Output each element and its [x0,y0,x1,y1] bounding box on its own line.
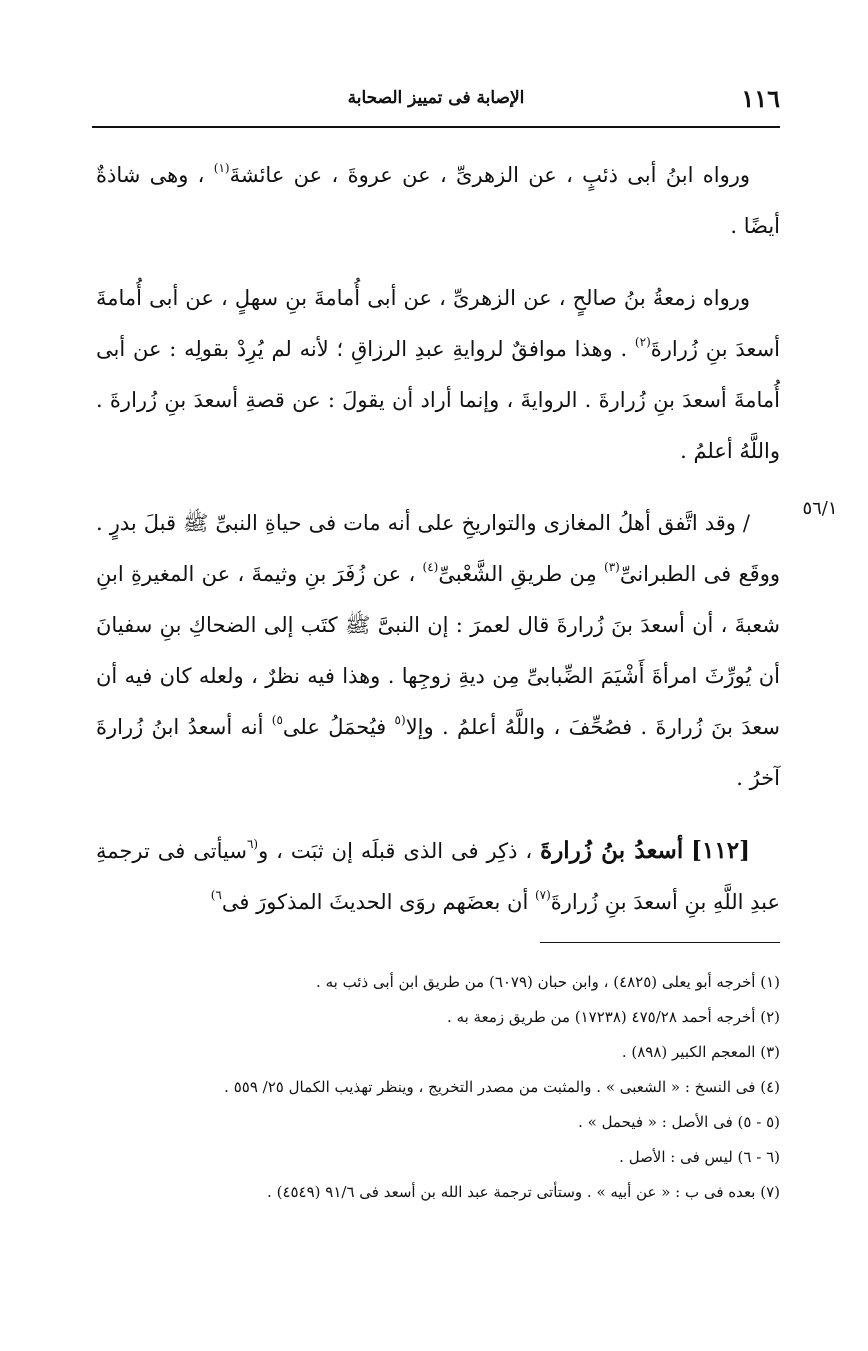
footnote: (٧) بعده فى ب : « عن أبيه » . وستأتى ترجمة عبد الله بن أسعد فى ٩١/٦ (٤٥٤٩) . [267,1183,780,1201]
page-header [92,84,780,120]
paragraph-text: ، ذكِر فى الذى قبلَه إن ثبَت ، و [258,839,541,863]
paragraph [96,273,780,477]
paragraph-text: ، عن زُفَرَ بنِ وثيمةَ ، عن المغيرةِ ابنِ شعبةَ ، أن أسعدَ بنَ زُرارةَ قال لعمرَ : إن النبىَّ ﷺ كتَب إلى الضحاكِ بنِ سفيانَ أن يُورِّثَ امرأةَ أَشْيَمَ الضِّبابىِّ مِن ديةِ زوجِها . وهذا فيه نظرٌ ، ولعله كان فيه أن سعدَ بنَ زُرارةَ . فصُحِّفَ ، واللَّهُ أعلمُ . وإلا [96,562,781,739]
paragraph-text: ورواه زمعةُ بنُ صالحٍ ، عن الزهرىِّ ، عن أبى أُمامةَ بنِ سهلٍ ، عن أبى أُمامةَ أسعدَ بنِ زُرارةَ [96,286,780,361]
paragraph [96,150,780,252]
footnote: (٦ - ٦) ليس فى : الأصل . [619,1148,780,1166]
biography-entry [96,825,780,928]
entry-number: [١١٢] [691,837,750,864]
paragraph-text: . وهذا موافقٌ لروايةِ عبدِ الرزاقِ ؛ لأنه لم يُرِدْ بقولِه : عن أبى أُمامةَ أسعدَ بنِ زُرارةَ . الروايةَ ، وإنما أراد أن يقولَ : عن قصةِ أسعدَ بنِ زُرارةَ . واللَّهُ أعلمُ . [96,337,780,463]
footnote: (٣) المعجم الكبير (٨٩٨) . [621,1043,780,1061]
footnote-ref: (٢) [634,335,651,349]
footnote: (٤) فى النسخ : « الشعبى » . والمثبت من مصدر التخريج ، وينظر تهذيب الكمال ٢٥/ ٥٥٩ . [224,1078,780,1096]
footnote: (٥ - ٥) فى الأصل : « فيحمل » . [578,1113,780,1131]
main-text [96,150,780,949]
footnote-ref: ٥) [271,713,283,727]
footnote-ref: (٦ [246,837,259,851]
paragraph-text: / وقد اتَّفق أهلُ المغازى والتواريخِ على أنه مات فى حياةِ النبىِّ ﷺ قبلَ بدرٍ . ووقَع فى الطبرانىِّ [96,511,780,586]
footnote: (١) أخرجه أبو يعلى (٤٨٢٥) ، وابن حبان (٦٠٧٩) من طريق ابن أبى ذئب به . [316,973,780,991]
footnote: (٢) أخرجه أحمد ٤٧٥/٢٨ (١٧٢٣٨) من طريق زمعة به . [447,1008,780,1026]
margin-reference: ٥٦/١ [802,498,838,519]
footnote-ref: (١) [213,161,230,175]
paragraph-text: أن بعضَهم روَى الحديثَ المذكورَ فى [221,890,535,914]
running-title: الإصابة فى تمييز الصحابة [347,88,525,108]
entry-name: أسعدُ بنُ زُرارةَ [540,837,684,864]
footnote-ref: (٧) [534,888,551,902]
paragraph-text: سيأتى فى ترجمةِ عبدِ اللَّهِ بنِ أسعدَ بنِ زُرارةَ [96,839,780,914]
paragraph [96,498,780,804]
footnotes [96,965,780,1210]
header-divider [92,126,780,128]
paragraph-text: ، وهى شاذةٌ أيضًا . [96,163,780,238]
footnote-ref: (٤) [422,560,439,574]
page-number: ١١٦ [741,84,780,113]
paragraph-text: أنه أسعدُ ابنُ زُرارةَ آخرُ . [96,715,780,790]
footnote-divider [540,942,780,943]
paragraph-text: ورواه ابنُ أبى ذئبٍ ، عن الزهرىِّ ، عن عروةَ ، عن عائشةَ [229,163,750,187]
footnote-ref: ٦) [210,888,222,902]
footnote-ref: (٥ [394,713,406,727]
paragraph-text: فيُحمَلُ على [282,715,395,739]
paragraph-text: مِن طريقِ الشَّعْبىِّ [438,562,604,586]
footnote-ref: (٣) [604,560,620,574]
